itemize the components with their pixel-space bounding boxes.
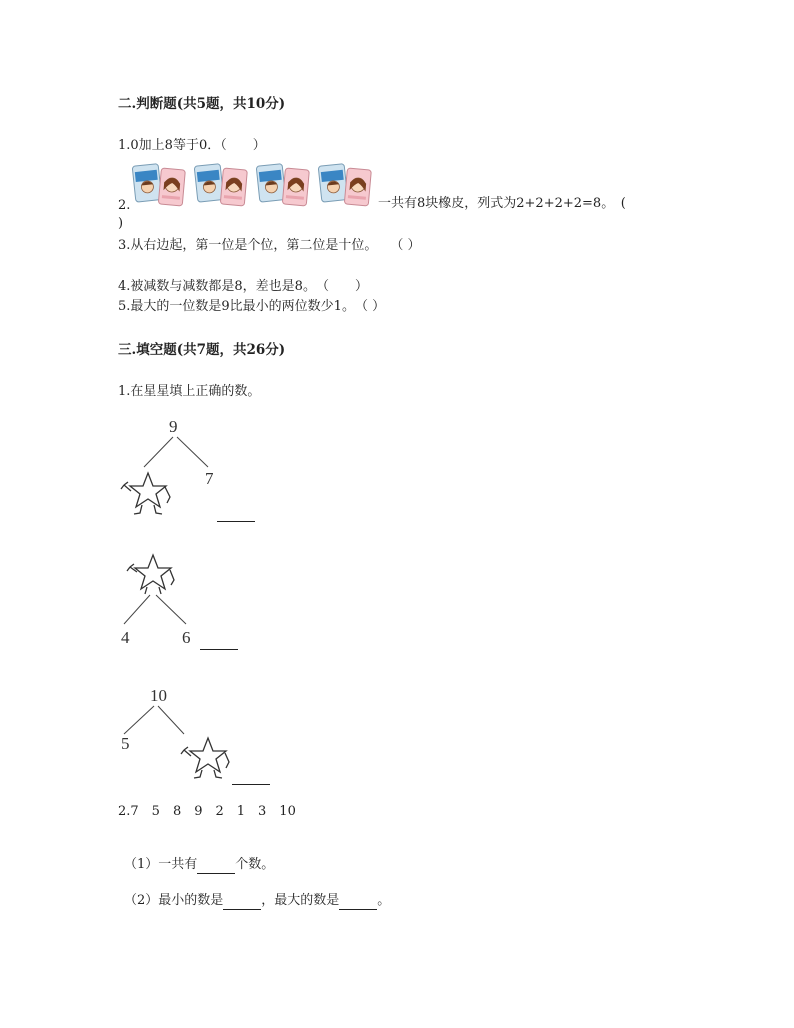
question-2-close-paren: ) <box>118 216 124 231</box>
sub-question-2-mid: ，最大的数是 <box>261 893 340 908</box>
number-tree-2 <box>110 550 280 660</box>
sub-question-2-prefix: （2）最小的数是 <box>124 893 224 908</box>
question-5: 5.最大的一位数是9比最小的两位数少1。 （ ） <box>118 299 386 314</box>
sub-question-2-suffix: 。 <box>377 893 391 908</box>
section-heading-judgement: 二.判断题(共5题，共10分) <box>118 96 286 112</box>
fill-question-1: 1.在星星填上正确的数。 <box>118 384 261 399</box>
tree-2-left-number: 4 <box>121 628 130 647</box>
tree-1-right-number: 7 <box>205 469 214 488</box>
answer-blank-min <box>223 893 261 910</box>
answer-blank-3 <box>232 784 270 785</box>
answer-blank-2 <box>200 649 238 650</box>
tree-2-right-number: 6 <box>182 628 191 647</box>
answer-blank-1 <box>217 521 255 522</box>
star-icon <box>127 555 174 594</box>
star-icon <box>181 738 229 778</box>
tree-3-left-number: 5 <box>121 734 130 753</box>
section-heading-fill: 三.填空题(共7题，共26分) <box>118 342 286 358</box>
question-4: 4.被减数与减数都是8，差也是8。 （ ） <box>118 279 368 294</box>
sub-question-1-suffix: 个数。 <box>235 857 275 872</box>
tree-1-top-number: 9 <box>169 417 178 436</box>
sub-question-2 <box>124 893 390 910</box>
question-1: 1.0加上8等于0．（ ） <box>118 138 266 153</box>
star-icon <box>121 473 170 514</box>
answer-blank-count <box>197 857 235 874</box>
tree-3-top-number: 10 <box>150 686 167 705</box>
number-tree-1 <box>110 415 280 530</box>
question-3: 3.从右边起，第一位是个位，第二位是十位。 （ ） <box>118 238 421 253</box>
question-2-number: 2. <box>118 198 131 213</box>
fill-question-2-numbers: 2.7 5 8 9 2 1 3 10 <box>118 804 296 819</box>
eraser-picture <box>132 161 377 209</box>
sub-question-1-prefix: （1）一共有 <box>124 857 198 872</box>
answer-blank-max <box>339 893 377 910</box>
sub-question-1 <box>124 857 274 874</box>
number-tree-3 <box>110 686 290 786</box>
question-2-text: 一共有8块橡皮，列式为2+2+2+2=8。 ( <box>378 196 626 211</box>
